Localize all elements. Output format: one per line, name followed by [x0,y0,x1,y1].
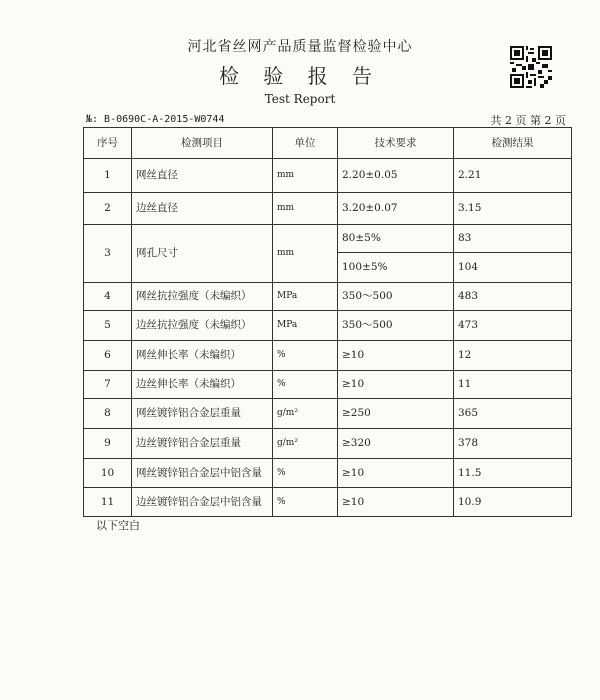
requirement: 100±5% [338,253,454,283]
test-item: 网丝抗拉强度（未编织） [132,283,273,311]
qr-code-icon [510,46,552,88]
unit: % [273,341,338,371]
unit: % [273,459,338,488]
test-item: 边丝抗拉强度（未编织） [132,311,273,341]
requirement: ≥10 [338,459,454,488]
blank-below-note: 以下空白 [96,519,140,532]
row-number: 4 [84,283,132,311]
table-header-row [84,128,572,159]
test-item: 边丝伸长率（未编织） [132,371,273,399]
table-row [84,283,572,311]
result: 3.15 [454,193,572,225]
row-number: 1 [84,159,132,193]
row-number: 10 [84,459,132,488]
table-row [84,225,572,253]
table-row [84,341,572,371]
page-indicator: 共 2 页 第 2 页 [490,114,566,127]
result: 11.5 [454,459,572,488]
column-header-unit: 单位 [273,128,338,159]
requirement: ≥10 [338,341,454,371]
requirement: ≥10 [338,371,454,399]
unit: g/m² [273,399,338,429]
requirement: 350～500 [338,283,454,311]
row-number: 8 [84,399,132,429]
column-header-result: 检测结果 [454,128,572,159]
table-row [84,429,572,459]
test-item: 网丝镀锌铝合金层中铝含量 [132,459,273,488]
requirement: 350～500 [338,311,454,341]
column-header-no: 序号 [84,128,132,159]
unit: mm [273,225,338,283]
unit: % [273,488,338,517]
test-item: 网丝镀锌铝合金层重量 [132,399,273,429]
test-item: 边丝直径 [132,193,273,225]
result: 11 [454,371,572,399]
test-item: 边丝镀锌铝合金层中铝含量 [132,488,273,517]
unit: mm [273,193,338,225]
result: 12 [454,341,572,371]
unit: % [273,371,338,399]
requirement: ≥10 [338,488,454,517]
table-row [84,371,572,399]
requirement: 80±5% [338,225,454,253]
row-number: 9 [84,429,132,459]
test-item: 网丝直径 [132,159,273,193]
result: 378 [454,429,572,459]
requirement: ≥320 [338,429,454,459]
report-subtitle: Test Report [264,92,336,106]
issuing-organization: 河北省丝网产品质量监督检验中心 [187,39,413,55]
table-row [84,459,572,488]
result: 83 [454,225,572,253]
result: 104 [454,253,572,283]
requirement: 2.20±0.05 [338,159,454,193]
unit: g/m² [273,429,338,459]
requirement: 3.20±0.07 [338,193,454,225]
table-row [84,399,572,429]
table-row [84,488,572,517]
row-number: 6 [84,341,132,371]
result: 483 [454,283,572,311]
result: 365 [454,399,572,429]
unit: MPa [273,311,338,341]
test-results-table [83,127,572,517]
column-header-requirement: 技术要求 [338,128,454,159]
row-number: 11 [84,488,132,517]
test-item: 边丝镀锌铝合金层重量 [132,429,273,459]
report-number: №: B-0690C-A-2015-W0744 [86,114,225,125]
row-number: 7 [84,371,132,399]
table-row [84,193,572,225]
test-item: 网孔尺寸 [132,225,273,283]
requirement: ≥250 [338,399,454,429]
result: 473 [454,311,572,341]
table-row [84,311,572,341]
row-number: 3 [84,225,132,283]
unit: mm [273,159,338,193]
table-row [84,159,572,193]
report-title: 检 验 报 告 [218,64,382,88]
row-number: 5 [84,311,132,341]
result: 2.21 [454,159,572,193]
result: 10.9 [454,488,572,517]
unit: MPa [273,283,338,311]
column-header-item: 检测项目 [132,128,273,159]
row-number: 2 [84,193,132,225]
test-item: 网丝伸长率（未编织） [132,341,273,371]
